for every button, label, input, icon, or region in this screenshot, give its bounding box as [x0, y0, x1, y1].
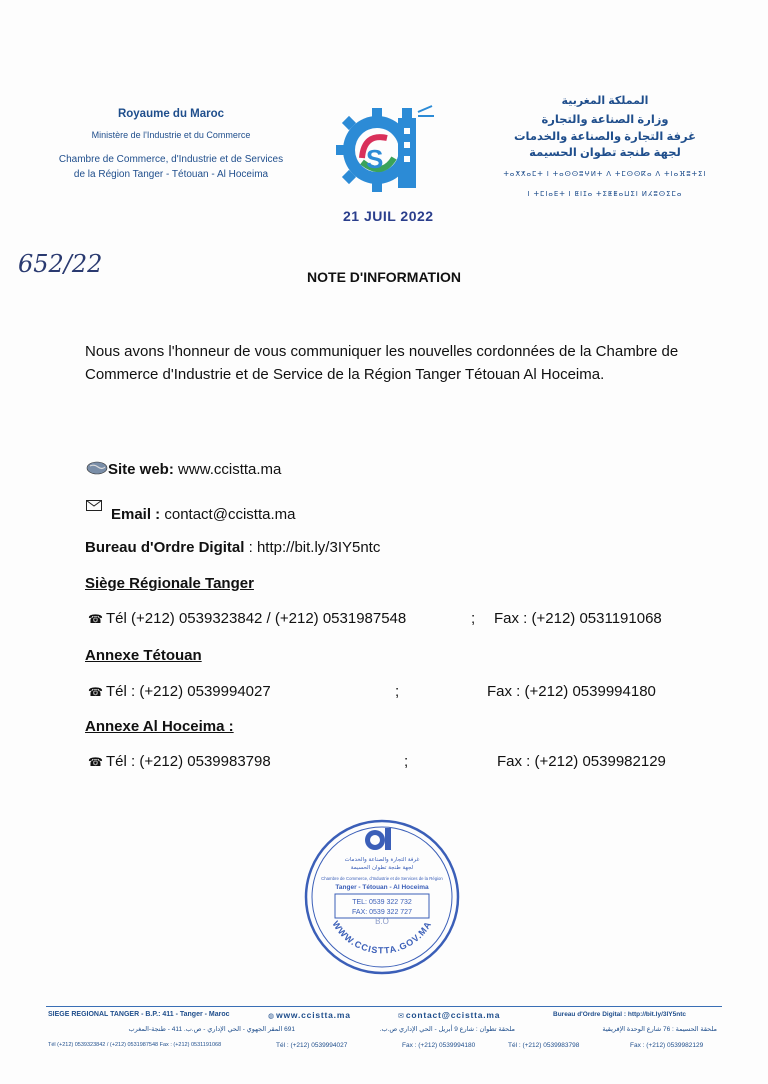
reference-number: 652/22 [18, 250, 103, 278]
footer-email-value[interactable]: contact@ccistta.ma [405, 1010, 501, 1020]
email-text [111, 506, 295, 523]
website-label: Site web: [108, 461, 174, 478]
chamber-fr-2: de la Région Tanger - Tétouan - Al Hoceima [73, 169, 269, 180]
tel-hoceima: Tél : (+212) 0539983798 [106, 753, 271, 770]
email-line [86, 498, 106, 519]
section-tel-tetouan [88, 683, 271, 700]
footer-envelope-icon: ✉ [398, 1013, 406, 1020]
official-stamp [303, 818, 461, 976]
phone-icon: ☎ [88, 685, 103, 699]
website-line [86, 461, 281, 478]
ministry-ar: وزارة الصناعة والتجارة [541, 114, 669, 126]
email-label: Email : [111, 506, 161, 523]
footer-web-value[interactable]: www.ccistta.ma [276, 1010, 351, 1020]
section-tel-tanger [88, 610, 406, 627]
footer-tel-hoceima: Tél : (+212) 0539983798 [508, 1042, 580, 1049]
tel-tetouan: Tél : (+212) 0539994027 [106, 683, 271, 700]
ministry-fr: Ministère de l'Industrie et du Commerce [91, 130, 251, 140]
footer-tel-tetouan: Tél : (+212) 0539994027 [276, 1042, 348, 1049]
kingdom-fr: Royaume du Maroc [117, 108, 225, 120]
footer-divider [46, 1006, 722, 1007]
header-french [40, 108, 302, 182]
header-arabic [500, 94, 710, 201]
section-heading-tetouan: Annexe Tétouan [85, 647, 202, 664]
kingdom-ar: المملكة المغربية [561, 95, 649, 107]
footer-email [398, 1010, 500, 1020]
footer-web [268, 1010, 351, 1020]
section-tel-hoceima [88, 753, 271, 770]
fax-tetouan: Fax : (+212) 0539994180 [487, 683, 656, 700]
footer-ar-tetouan: ملحقة تطوان : شارع 9 أبريل - الحي الإداري ص.ب. [379, 1026, 515, 1033]
section-heading-tanger: Siège Régionale Tanger [85, 575, 254, 592]
email-value[interactable]: contact@ccistta.ma [164, 506, 296, 523]
fax-hoceima: Fax : (+212) 0539982129 [497, 753, 666, 770]
bureau-line [85, 539, 380, 556]
chamber-fr-1: Chambre de Commerce, d'Industrie et de Services [58, 154, 284, 165]
stamp-logo-icon [365, 828, 391, 850]
date-stamp: 21 JUIL 2022 [343, 208, 434, 224]
stamp-fr-1: Chambre de Commerce, d'Industrie et de Services de la Région [321, 876, 443, 881]
footer-fax-tetouan: Fax : (+212) 0539994180 [402, 1042, 476, 1049]
chamber-ar-1: غرفة التجارة والصناعة والخدمات [514, 131, 696, 143]
tifinagh-2: ⵏ ⵜⵎⵏⴰⴹⵜ ⵏ ⵟⵏⵊⴰ ⵜⵉⵟⵟⴰⵡⵉⵏ ⵍⵃⵓⵙⵉⵎⴰ [527, 191, 683, 198]
chamber-logo [332, 98, 442, 198]
envelope-icon [86, 498, 106, 515]
website-value[interactable]: www.ccistta.ma [178, 461, 282, 478]
tifinagh-1: ⵜⴰⵅⵅⴰⵎⵜ ⵏ ⵜⴰⵙⵙⵓⵖⵍⵜ ⴷ ⵜⵎⵙⵙⴽⴰ ⴷ ⵜⵏⴰⴼⵓⵜⵉⵏ [503, 171, 707, 178]
intro-paragraph: Nous avons l'honneur de vous communiquer les nouvelles cordonnées de la Chambre de Commerce d'Industrie et de Service de la Région Tanger Tétouan Al Hoceima. [85, 343, 679, 383]
fax-tanger: Fax : (+212) 0531191068 [494, 610, 662, 627]
footer-ar-siege: 691 المقر الجهوي - الحي الإداري - ص.ب. 411 - طنجة-المغرب [128, 1026, 295, 1033]
phone-icon: ☎ [88, 612, 103, 626]
svg-text:S: S [366, 144, 384, 174]
document-title: NOTE D'INFORMATION [307, 269, 461, 285]
lighthouse-icon [398, 106, 434, 188]
stamp-bo: B.O [375, 917, 389, 926]
stamp-ar-1: غرفة التجارة والصناعة والخدمات [344, 857, 420, 863]
stamp-tel: TEL: 0539 322 732 [352, 899, 412, 906]
stamp-fax: FAX: 0539 322 727 [352, 909, 412, 916]
chamber-ar-2: لجهة طنجة تطوان الحسيمة [529, 147, 681, 159]
bureau-label: Bureau d'Ordre Digital [85, 539, 245, 556]
footer-fax-hoceima: Fax : (+212) 0539982129 [630, 1042, 704, 1049]
sep-hoceima: ; [404, 753, 409, 770]
section-heading-hoceima: Annexe Al Hoceima : [85, 718, 234, 735]
stamp-ar-2: لجهة طنجة تطوان الحسيمة [350, 865, 414, 871]
bureau-value[interactable]: : http://bit.ly/3IY5ntc [248, 539, 381, 556]
phone-icon: ☎ [88, 755, 103, 769]
tel-tanger: Tél (+212) 0539323842 / (+212) 0531987548 [106, 610, 407, 627]
stamp-fr-2: Tanger - Tétouan - Al Hoceima [335, 884, 429, 891]
footer-tel-siege: Tél (+212) 0539323842 / (+212) 0531987548 Fax : (+212) 0531191068 [48, 1042, 222, 1048]
sep-tanger: ; [471, 610, 476, 627]
footer-siege: SIEGE REGIONAL TANGER - B.P.: 411 - Tanger - Maroc [48, 1011, 230, 1018]
footer-globe-icon: ◍ [268, 1013, 277, 1020]
footer-ar-hoceima: ملحقة الحسيمة : 76 شارع الوحدة الإفريقية [602, 1026, 717, 1033]
stamp-web: WWW.CCISTTA.GOV.MA [330, 919, 434, 956]
sep-tetouan: ; [395, 683, 400, 700]
footer-bureau: Bureau d'Ordre Digital : http://bit.ly/3IY5ntc [553, 1011, 687, 1018]
globe-icon [86, 461, 108, 475]
